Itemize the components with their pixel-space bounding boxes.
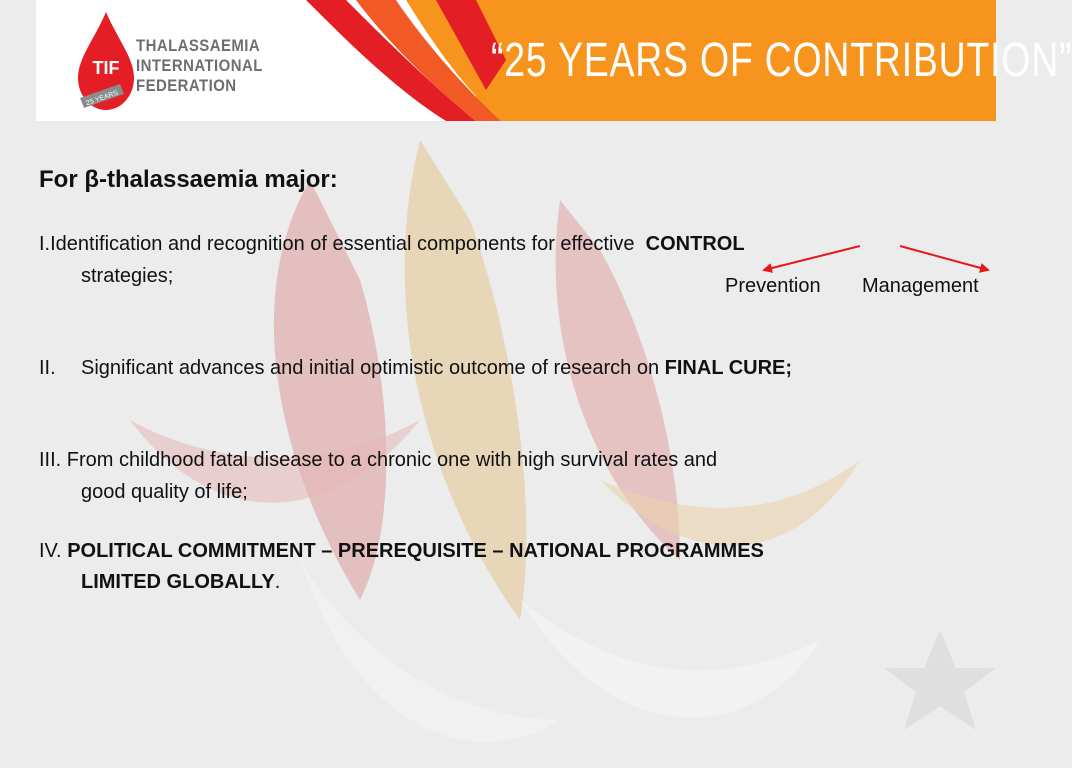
org-name-line-2: INTERNATIONAL: [136, 56, 263, 75]
control-keyword: CONTROL: [645, 233, 745, 255]
point-4-bold-text: POLITICAL COMMITMENT – PREREQUISITE – NATIONAL PROGRAMMES: [67, 540, 764, 562]
logo-badge-text: 25 YEARS: [85, 89, 120, 108]
slide-title: For β-thalassaemia major:: [39, 166, 338, 193]
logo-text: TIF: [92, 58, 120, 78]
point-2-line: [81, 356, 792, 380]
point-4-period: .: [274, 571, 281, 593]
point-4-bold-text-2: LIMITED GLOBALLY: [81, 571, 275, 593]
point-3-line-1: III. From childhood fatal disease to a chronic one with high survival rates and: [39, 449, 718, 471]
point-1-line-2: strategies;: [81, 265, 174, 287]
banner-title: “25 YEARS OF CONTRIBUTION”: [491, 34, 1072, 87]
point-4-line-2: [81, 570, 280, 594]
point-3-line-2: good quality of life;: [81, 481, 248, 503]
org-name-line-3: FEDERATION: [136, 76, 237, 95]
point-4-line-1: [39, 539, 764, 563]
point-2-number: II.: [39, 357, 56, 379]
point-1-line-1: [39, 232, 745, 256]
final-cure-keyword: FINAL CURE;: [664, 357, 793, 379]
point-1-text: I.Identification and recognition of essential components for effective: [39, 233, 635, 255]
control-branch-management: Management: [862, 275, 979, 297]
point-4-number: IV.: [39, 540, 62, 562]
org-name-line-1: THALASSAEMIA: [136, 36, 261, 55]
control-branch-prevention: Prevention: [725, 275, 821, 297]
point-2-text: Significant advances and initial optimistic outcome of research on: [81, 357, 660, 379]
